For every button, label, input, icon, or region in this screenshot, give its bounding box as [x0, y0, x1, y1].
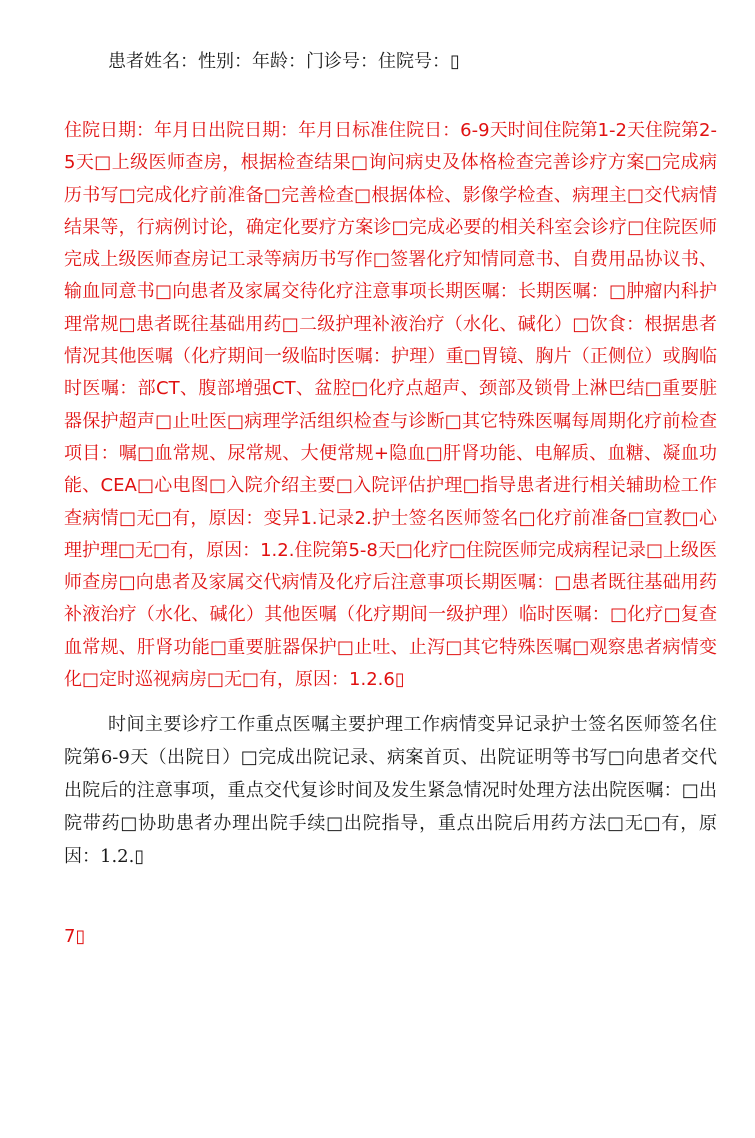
patient-info-line: 患者姓名：性别：年龄：门诊号：住院号：▯	[108, 51, 460, 72]
clinical-pathway-paragraph: 住院日期：年月日出院日期：年月日标准住院日：6-9天时间住院第1-2天住院第2-5天□上级医师查房，根据检查结果□询问病史及体格检查完善诊疗方案□完成病历书写□完成化疗前准备□完善检查□根据体检、影像学检查、病理主□交代病情结果等，行病例讨论，确定化要疗方案诊□完成必要的相关科室会诊疗□住院医师完成上级医师查房记工录等病历书写作□签署化疗知情同意书、自费用品协议书、输血同意书□向患者及家属交待化疗注意事项长期医嘱：长期医嘱：□肿瘤内科护理常规□患者既往基础用药□二级护理补液治疗（水化、碱化）□饮食：根据患者情况其他医嘱（化疗期间一级临时医嘱：护理）重□胃镜、胸片（正侧位）或胸临时医嘱：部CT、腹部增强CT、盆腔□化疗点超声、颈部及锁骨上淋巴结□重要脏器保护超声□止吐医□病理学活组织检查与诊断□其它特殊医嘱每周期化疗前检查项目：嘱□血常规、尿常规、大便常规+隐血□肝肾功能、电解质、血糖、凝血功能、CEA□心电图□入院介绍主要□入院评估护理□指导患者进行相关辅助检工作查病情□无□有，原因：变异1.记录2.护士签名医师签名□化疗前准备□宣教□心理护理□无□有，原因：1.2.住院第5-8天□化疗□住院医师完成病程记录□上级医师查房□向患者及家属交代病情及化疗后注意事项长期医嘱：□患者既往基础用药补液治疗（水化、碱化）其他医嘱（化疗期间一级护理）临时医嘱：□化疗□复查血常规、肝肾功能□重要脏器保护□止吐、止泻□其它特殊医嘱□观察患者病情变化□定时巡视病房□无□有，原因：1.2.6▯	[64, 120, 717, 691]
page-number: 7▯	[64, 926, 86, 947]
discharge-day-paragraph: 时间主要诊疗工作重点医嘱主要护理工作病情变异记录护士签名医师签名住院第6-9天（出院日）□完成出院记录、病案首页、出院证明等书写□向患者交代出院后的注意事项，重点交代复诊时间及发生紧急情况时处理方法出院医嘱：□出院带药□协助患者办理出院手续□出院指导，重点出院后用药方法□无□有，原因：1.2.▯	[64, 714, 717, 867]
